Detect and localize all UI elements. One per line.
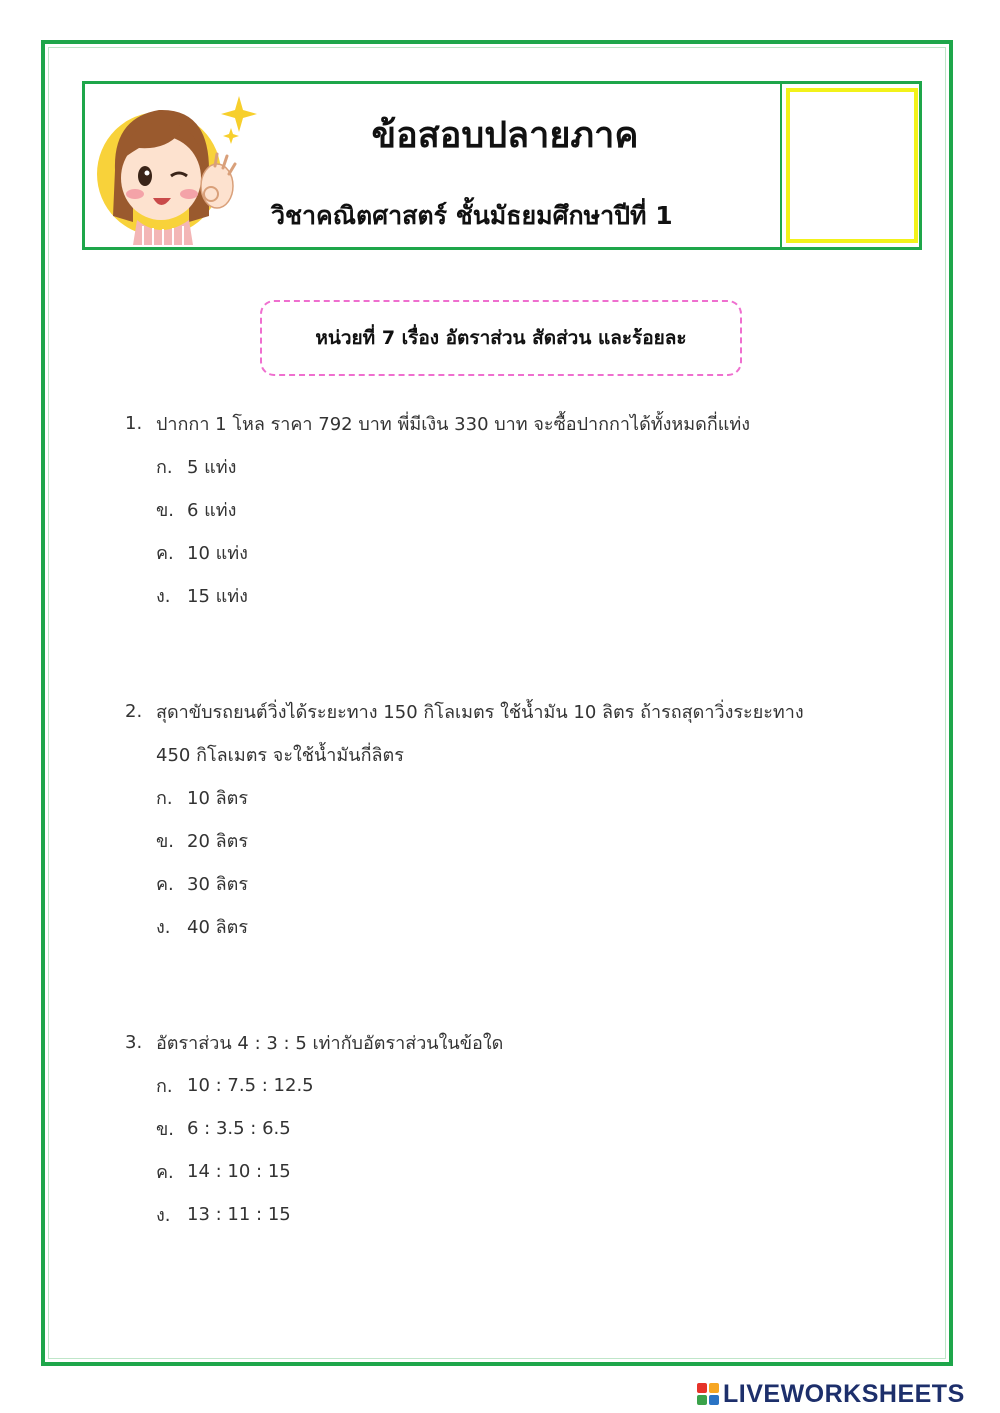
choice-text: 14 : 10 : 15: [187, 1161, 291, 1182]
choice-option[interactable]: [125, 574, 865, 617]
question-text: สุดาขับรถยนต์วิ่งได้ระยะทาง 150 กิโลเมตร ใช้น้ำมัน 10 ลิตร ถ้ารถสุดาวิ่งระยะทาง: [156, 702, 804, 723]
header-box: [82, 81, 922, 250]
choice-label: ง.: [156, 917, 171, 938]
choice-text: 10 แท่ง: [187, 543, 248, 564]
question-text: ปากกา 1 โหล ราคา 792 บาท พี่มีเงิน 330 บาท จะซื้อปากกาได้ทั้งหมดกี่แท่ง: [156, 414, 751, 435]
choice-option[interactable]: [125, 1107, 865, 1150]
choice-label: ข.: [156, 831, 175, 852]
choice-option[interactable]: [125, 819, 865, 862]
choice-text: 10 : 7.5 : 12.5: [187, 1075, 314, 1096]
choice-label: ง.: [156, 586, 171, 607]
question-number: 2.: [125, 701, 143, 722]
unit-title-box: [260, 300, 742, 376]
choice-option[interactable]: [125, 445, 865, 488]
choice-text: 30 ลิตร: [187, 874, 249, 895]
choice-label: ก.: [156, 1076, 173, 1097]
choice-label: ข.: [156, 1119, 175, 1140]
liveworksheets-logo-icon: [697, 1383, 719, 1405]
question-stem: [125, 402, 865, 445]
choice-text: 6 แท่ง: [187, 500, 237, 521]
question-text: อัตราส่วน 4 : 3 : 5 เท่ากับอัตราส่วนในข้อใด: [156, 1033, 504, 1054]
mascot-girl-icon: [93, 90, 263, 245]
choice-label: ค.: [156, 543, 174, 564]
logo-text: LIVEWORKSHEETS: [723, 1379, 965, 1408]
score-box[interactable]: [786, 88, 918, 243]
subject-title: วิชาคณิตศาสตร์ ชั้นมัธยมศึกษาปีที่ 1: [271, 201, 673, 230]
choice-text: 20 ลิตร: [187, 831, 249, 852]
question-number: 1.: [125, 413, 143, 434]
choice-text: 6 : 3.5 : 6.5: [187, 1118, 291, 1139]
choice-text: 15 แท่ง: [187, 586, 248, 607]
choice-label: ค.: [156, 1162, 174, 1183]
exam-title: ข้อสอบปลายภาค: [371, 115, 639, 156]
question-stem: [125, 690, 865, 733]
choice-option[interactable]: [125, 905, 865, 948]
choice-option[interactable]: [125, 488, 865, 531]
question-2: [125, 690, 865, 948]
choice-label: ค.: [156, 874, 174, 895]
choice-option[interactable]: [125, 862, 865, 905]
choice-label: ก.: [156, 457, 173, 478]
sparkle-icon: [221, 96, 257, 144]
question-3: [125, 1021, 865, 1236]
question-stem-continued: [125, 733, 865, 776]
choice-text: 5 แท่ง: [187, 457, 237, 478]
question-text: 450 กิโลเมตร จะใช้น้ำมันกี่ลิตร: [156, 745, 404, 766]
choice-option[interactable]: [125, 531, 865, 574]
question-number: 3.: [125, 1032, 143, 1053]
liveworksheets-logo[interactable]: [697, 1380, 965, 1408]
choice-text: 10 ลิตร: [187, 788, 249, 809]
choice-label: ง.: [156, 1205, 171, 1226]
header-divider: [780, 84, 782, 247]
choice-option[interactable]: [125, 1193, 865, 1236]
choice-label: ข.: [156, 500, 175, 521]
choice-text: 40 ลิตร: [187, 917, 249, 938]
unit-title: หน่วยที่ 7 เรื่อง อัตราส่วน สัดส่วน และร้อยละ: [315, 327, 687, 349]
choice-option[interactable]: [125, 1064, 865, 1107]
choice-label: ก.: [156, 788, 173, 809]
choice-option[interactable]: [125, 776, 865, 819]
choice-option[interactable]: [125, 1150, 865, 1193]
question-stem: [125, 1021, 865, 1064]
choice-text: 13 : 11 : 15: [187, 1204, 291, 1225]
question-1: [125, 402, 865, 617]
